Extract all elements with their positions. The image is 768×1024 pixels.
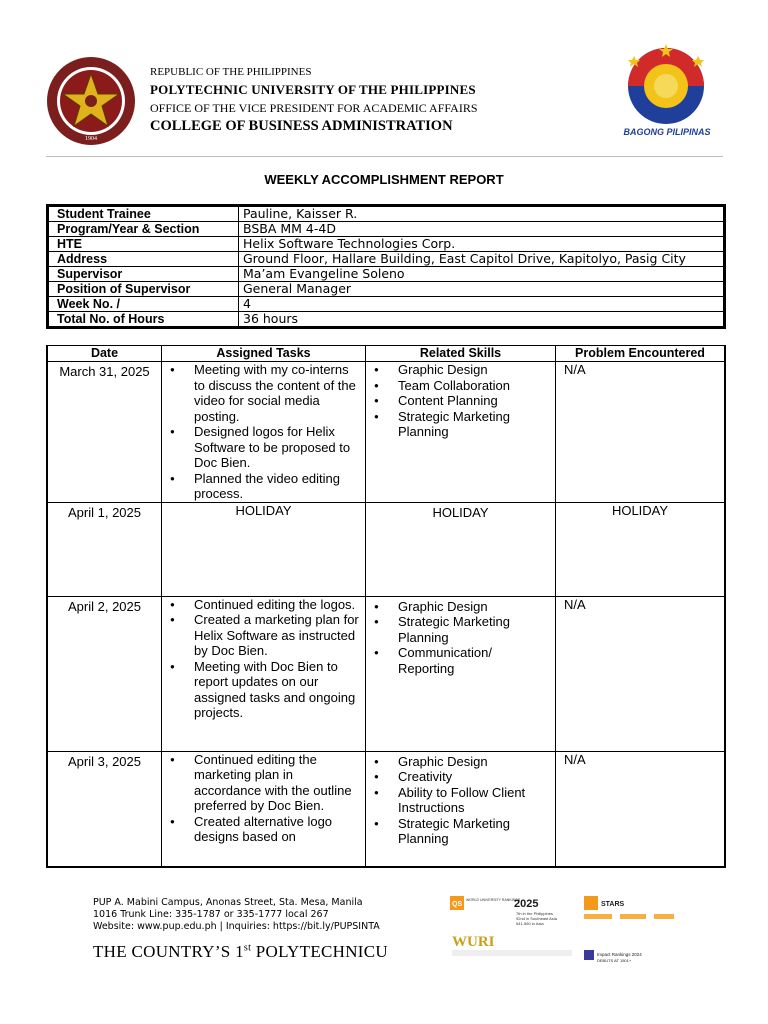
footer-address: PUP A. Mabini Campus, Anonas Street, Sta. Mesa, Manila bbox=[93, 897, 363, 908]
skill-item: ● Graphic Design bbox=[398, 362, 549, 378]
info-value: 36 hours bbox=[239, 312, 725, 328]
seal-year: 1904 bbox=[85, 136, 97, 142]
row-problem: N/A bbox=[556, 751, 726, 867]
col-date-header: Date bbox=[47, 346, 162, 362]
accomplishment-table bbox=[46, 345, 726, 868]
task-item: ● Continued editing the marketing plan in accordance with the outline preferred by Doc Bien. bbox=[194, 752, 359, 814]
row-tasks bbox=[162, 362, 366, 503]
qs-rank-1: 7th in the Philippines bbox=[516, 911, 553, 916]
rankings-badges bbox=[450, 894, 726, 972]
info-value: BSBA MM 4-4D bbox=[239, 222, 725, 237]
row-date: April 1, 2025 bbox=[47, 502, 162, 596]
task-item: ● Created alternative logo designs based on bbox=[194, 814, 359, 845]
info-value: Helix Software Technologies Corp. bbox=[239, 237, 725, 252]
republic-line: REPUBLIC OF THE PHILIPPINES bbox=[150, 66, 312, 78]
skill-item: ● Communication/ Reporting bbox=[398, 645, 549, 676]
info-value: Pauline, Kaisser R. bbox=[239, 206, 725, 222]
col-skills-header: Related Skills bbox=[366, 346, 556, 362]
impact-debut: DEBUTS AT 1501+ bbox=[597, 958, 632, 963]
table-row bbox=[47, 502, 725, 596]
info-value: Ma’am Evangeline Soleno bbox=[239, 267, 725, 282]
task-item: ● Meeting with my co-interns to discuss the content of the video for social media posting. bbox=[194, 362, 359, 424]
bagong-pilipinas-logo bbox=[620, 42, 714, 138]
info-row bbox=[48, 237, 725, 252]
footer-website: Website: www.pup.edu.ph | Inquiries: https://bit.ly/PUPSINTA bbox=[93, 921, 380, 932]
office-line: OFFICE OF THE VICE PRESIDENT FOR ACADEMIC AFFAIRS bbox=[150, 101, 478, 115]
info-label: Student Trainee bbox=[48, 206, 239, 222]
info-label: Total No. of Hours bbox=[48, 312, 239, 328]
info-row bbox=[48, 252, 725, 267]
task-item: ● Planned the video editing process. bbox=[194, 471, 359, 502]
row-date: April 2, 2025 bbox=[47, 596, 162, 751]
footer-motto: THE COUNTRY’S 1st POLYTECHNICU bbox=[93, 942, 388, 961]
trainee-info-table bbox=[46, 204, 726, 329]
holiday-cell: HOLIDAY bbox=[556, 502, 726, 596]
footer-contact bbox=[93, 897, 380, 933]
skill-item: ● Strategic Marketing Planning bbox=[398, 614, 549, 645]
holiday-cell: HOLIDAY bbox=[162, 502, 366, 596]
row-tasks bbox=[162, 596, 366, 751]
skill-item: ● Strategic Marketing Planning bbox=[398, 816, 549, 847]
info-label: Address bbox=[48, 252, 239, 267]
info-value: 4 bbox=[239, 297, 725, 312]
row-tasks bbox=[162, 751, 366, 867]
college-name: COLLEGE OF BUSINESS ADMINISTRATION bbox=[150, 118, 453, 134]
col-problem-header: Problem Encountered bbox=[556, 346, 726, 362]
row-skills bbox=[366, 362, 556, 503]
table-row bbox=[47, 362, 725, 503]
holiday-cell: HOLIDAY bbox=[366, 502, 556, 596]
skill-item: ● Ability to Follow Client Instructions bbox=[398, 785, 549, 816]
skill-item: ● Graphic Design bbox=[398, 754, 549, 770]
task-item: ● Meeting with Doc Bien to report updates on our assigned tasks and ongoing projects. bbox=[194, 659, 359, 721]
row-skills bbox=[366, 751, 556, 867]
header-block bbox=[150, 63, 478, 135]
skill-item: ● Team Collaboration bbox=[398, 378, 549, 394]
info-label: Position of Supervisor bbox=[48, 282, 239, 297]
task-item: ● Continued editing the logos. bbox=[194, 597, 359, 613]
info-label: Program/Year & Section bbox=[48, 222, 239, 237]
info-value: General Manager bbox=[239, 282, 725, 297]
skill-item: ● Creativity bbox=[398, 769, 549, 785]
qs-logo-text: QS bbox=[452, 901, 463, 908]
pup-seal-logo bbox=[46, 56, 136, 146]
wuri-logo-text: WURI bbox=[452, 934, 495, 950]
footer-trunk-line: 1016 Trunk Line: 335-1787 or 335-1777 local 267 bbox=[93, 909, 329, 920]
info-row bbox=[48, 267, 725, 282]
table-header-row bbox=[47, 346, 725, 362]
row-skills bbox=[366, 596, 556, 751]
impact-rankings: Impact Rankings 2024 bbox=[597, 952, 642, 957]
qs-year: 2025 bbox=[514, 898, 539, 910]
row-date: April 3, 2025 bbox=[47, 751, 162, 867]
col-tasks-header: Assigned Tasks bbox=[162, 346, 366, 362]
info-label: HTE bbox=[48, 237, 239, 252]
header-divider bbox=[46, 156, 723, 157]
info-row bbox=[48, 222, 725, 237]
info-label: Supervisor bbox=[48, 267, 239, 282]
qs-stars-label: STARS bbox=[601, 901, 625, 908]
info-row bbox=[48, 312, 725, 328]
skill-item: ● Strategic Marketing Planning bbox=[398, 409, 549, 440]
qs-rank-2: 92nd in Southeast Asia bbox=[516, 916, 557, 921]
info-value: Ground Floor, Hallare Building, East Capitol Drive, Kapitolyo, Pasig City bbox=[239, 252, 725, 267]
row-date: March 31, 2025 bbox=[47, 362, 162, 503]
report-title: WEEKLY ACCOMPLISHMENT REPORT bbox=[264, 172, 504, 187]
skill-item: ● Graphic Design bbox=[398, 599, 549, 615]
info-row bbox=[48, 297, 725, 312]
table-row bbox=[47, 751, 725, 867]
row-problem: N/A bbox=[556, 596, 726, 751]
info-label: Week No. / bbox=[48, 297, 239, 312]
info-row bbox=[48, 206, 725, 222]
university-name: POLYTECHNIC UNIVERSITY OF THE PHILIPPINES bbox=[150, 82, 476, 97]
table-row bbox=[47, 596, 725, 751]
skill-item: ● Content Planning bbox=[398, 393, 549, 409]
row-problem: N/A bbox=[556, 362, 726, 503]
qs-rank-3: 541-560 in Asia bbox=[516, 921, 544, 926]
info-row bbox=[48, 282, 725, 297]
task-item: ● Designed logos for Helix Software to be proposed to Doc Bien. bbox=[194, 424, 359, 471]
task-item: ● Created a marketing plan for Helix Software as instructed by Doc Bien. bbox=[194, 612, 359, 659]
bagong-pilipinas-text: BAGONG PILIPINAS bbox=[623, 127, 711, 137]
qs-wur-label: WORLD UNIVERSITY RANKINGS bbox=[466, 898, 521, 902]
